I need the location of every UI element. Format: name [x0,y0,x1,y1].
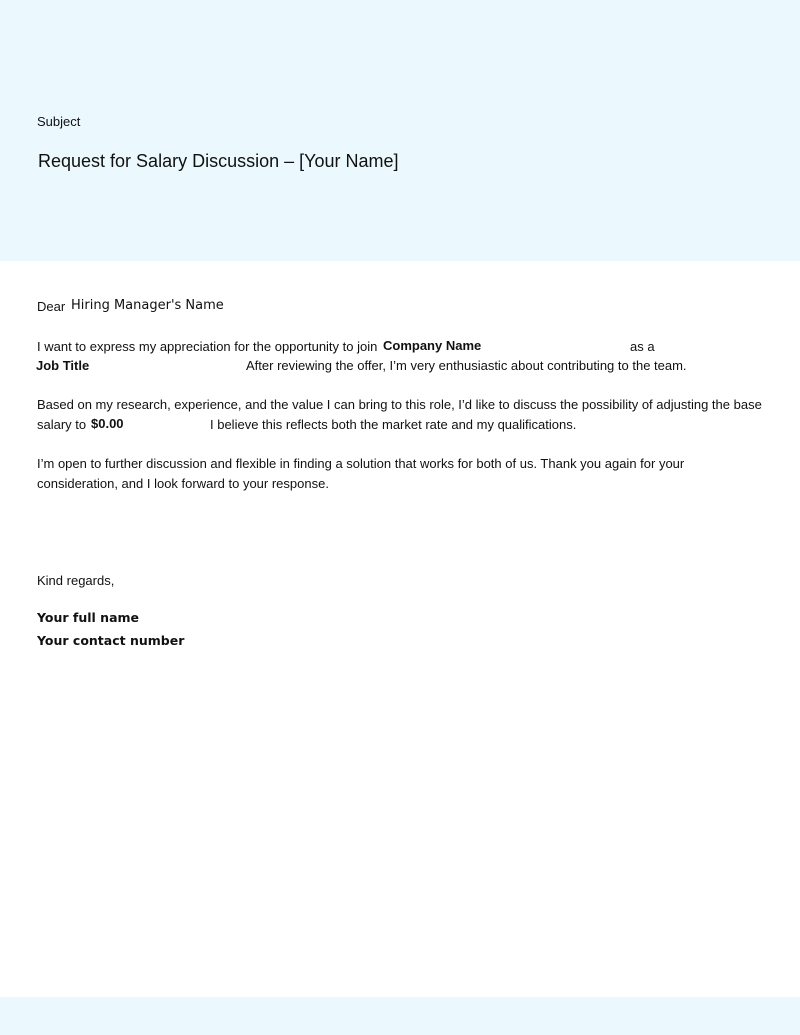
paragraph-1-text: After reviewing the offer, I’m very enthusiastic about contributing to the team. [246,358,687,373]
salary-field[interactable]: $0.00 [91,416,124,431]
paragraph-2-text: Based on my research, experience, and the value I can bring to this role, I’d like to discuss the possibility of adjusting the base [37,397,762,412]
paragraph-3-text: I’m open to further discussion and flexible in finding a solution that works for both of us. Thank you again for your [37,456,685,471]
company-name-field[interactable]: Company Name [383,338,482,353]
subject-label: Subject [37,114,81,129]
header-band [0,0,800,261]
full-name-field[interactable]: Your full name [37,610,140,625]
contact-number-field[interactable]: Your contact number [37,633,185,648]
closing: Kind regards, [37,573,115,588]
paragraph-3-text: consideration, and I look forward to your response. [37,476,329,491]
salutation: Dear [37,299,66,314]
job-title-field[interactable]: Job Title [36,358,90,373]
paragraph-2-text: salary to [37,417,87,432]
paragraph-1-text: as a [630,339,655,354]
subject-field[interactable]: Request for Salary Discussion – [Your Name] [38,151,399,171]
footer-band [0,997,800,1035]
paragraph-2-text: I believe this reflects both the market rate and my qualifications. [210,417,577,432]
paragraph-1-text: I want to express my appreciation for the opportunity to join [37,339,378,354]
recipient-field[interactable]: Hiring Manager's Name [71,298,224,313]
